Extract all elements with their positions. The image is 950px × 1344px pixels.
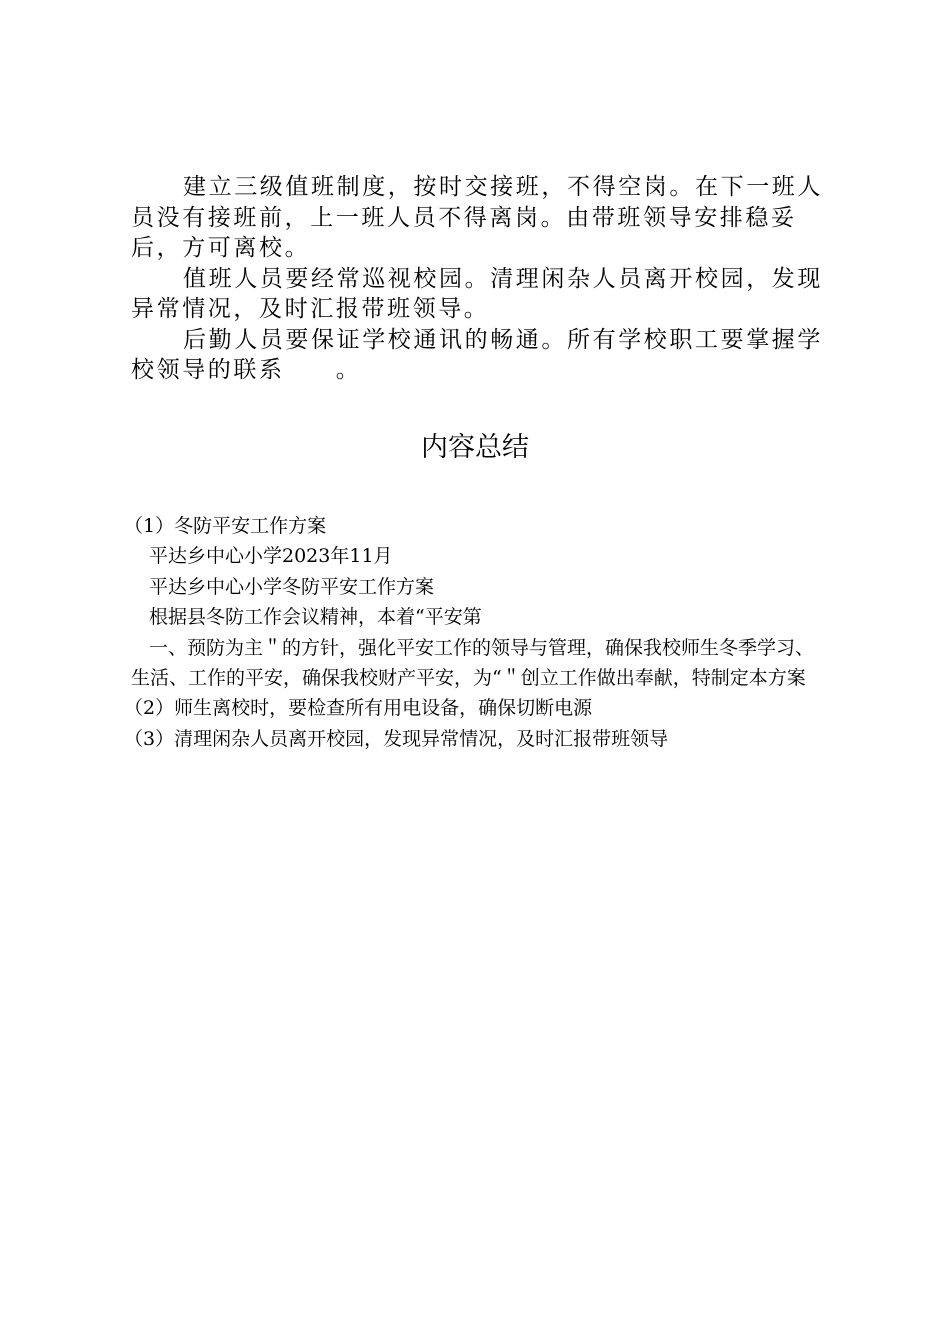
summary-line-plan-title: 平达乡中心小学冬防平安工作方案: [149, 575, 435, 598]
body-paragraph-2: 值班人员要经常巡视校园。清理闲杂人员离开校园，发现异常情况，及时汇报带班领导。: [131, 265, 823, 322]
body-text: [131, 172, 831, 386]
body-paragraph-1: 建立三级值班制度，按时交接班，不得空岗。在下一班人员没有接班前，上一班人员不得离岗。由带班领导安排稳妥后，方可离校。: [131, 174, 823, 261]
summary-line-school-date: 平达乡中心小学2023年11月: [149, 545, 393, 568]
summary-line-policy: 一、预防为主＂的方针，强化平安工作的领导与管理，确保我校师生冬季学习、生活、工作的平安，确保我校财产平安，为“＂创立工作做出奉献，特制定本方案: [131, 636, 815, 690]
summary-item-3: （3）清理闲杂人员离开校园，发现异常情况，及时汇报带班领导: [124, 727, 669, 750]
summary-section: [124, 511, 831, 754]
body-paragraph-3: 后勤人员要保证学校通讯的畅通。所有学校职工要掌握学校领导的联系 。: [131, 326, 823, 383]
summary-line-intro: 根据县冬防工作会议精神，本着“平安第: [149, 606, 482, 629]
summary-item-2: （2）师生离校时，要检查所有用电设备，确保切断电源: [124, 697, 593, 720]
summary-item-1: （1）冬防平安工作方案: [124, 515, 327, 537]
summary-title: 内容总结: [421, 432, 529, 463]
